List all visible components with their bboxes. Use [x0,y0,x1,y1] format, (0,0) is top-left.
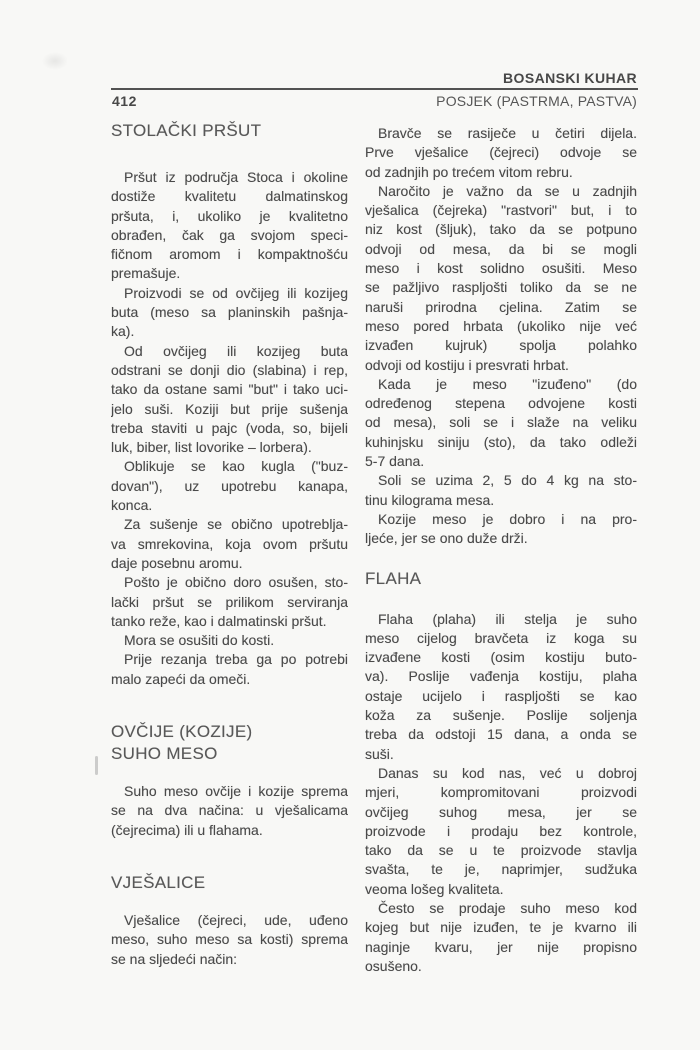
text-line: va smrekovina, koja ovom pršutu [111,535,348,552]
text-line: treba staviti u pajc (voda, so, bijeli [111,419,348,436]
heading-line: FLAHA [365,568,422,588]
section-heading [111,872,348,894]
right-column [365,124,637,976]
paragraph [111,342,348,458]
text-line: se na sljedeći način: [111,950,238,967]
text-line: Bravče se rasiječe u četiri dijela. [378,125,637,141]
paragraph [365,375,637,471]
text-line: pršuta, i, ukoliko je kvalitetno [111,207,348,224]
text-line: mjeri, kompromitovani proizvodi [365,784,637,801]
text-line: Često se prodaje suho meso kod [378,899,637,916]
text-line: tako da ostane sami "but" i tako uci- [111,381,348,398]
text-line: fičnom aromom i kompaktnošću [111,246,348,263]
text-line: odstrani se donji dio (slabina) i rep, [111,361,348,378]
text-line: dostiže kvalitetu dalmatinskog [111,188,348,205]
text-line: određenog stepena odvojene kosti [365,395,637,412]
text-line: buta (meso sa planinskih pašnja- [111,304,348,321]
text-line: Vješalice (čejreci, ude, uđeno [124,911,348,928]
text-line: Naročito je važno da se u zadnjih [378,182,637,199]
text-line: ljeće, jer se ono duže drži. [365,530,528,547]
text-line: konca. [111,497,153,514]
text-line: tako da se u te proizvode stavlja [365,842,637,859]
text-line: niz kost (šljuk), tako da se potpuno [365,221,637,238]
text-line: obrađen, čak ga svojom speci- [111,226,348,243]
text-line: tanko reže, kao i dalmatinski pršut. [111,612,327,629]
paragraph [111,284,348,342]
paragraph [111,911,348,969]
text-line: ostaje ucijelo i raspljošti se kao [365,687,637,704]
text-line: veoma lošeg kvaliteta. [365,880,504,897]
section-heading [365,568,637,590]
chapter-title: POSJEK (PASTRMA, PASTVA) [436,93,637,109]
text-line: se pažljivo raspljošti toliko da se ne [365,279,637,296]
text-line: suši. [365,745,394,762]
text-line: jelo suši. Koziji but prije sušenja [111,400,348,417]
text-line: Pršut iz područja Stoca i okoline [124,169,348,185]
text-line: ka). [111,323,135,340]
text-line: svašta, te je, naprimjer, sudžuka [365,861,637,878]
text-line: Soli se uzima 2, 5 do 4 kg na sto- [378,472,637,489]
text-line: se na dva načina: u vješalicama [111,802,348,819]
text-line: odvoji od kostiju i presvrati hrbat. [365,356,569,373]
left-column [111,120,348,969]
text-line: daje posebnu aromu. [111,554,243,571]
header-rule [111,88,638,90]
text-line: meso, suho meso sa kosti) sprema [111,931,348,948]
text-line: 5-7 dana. [365,453,425,470]
text-line: koža za sušenje. Poslije soljenja [365,707,637,724]
heading-line: SUHO MESO [111,744,218,764]
text-line: kojeg but nije izuđen, te je kvarno ili [365,919,637,936]
heading-line: OVČIJE (KOZIJE) [111,722,253,742]
text-line: Za sušenje se obično upotreblja- [124,516,348,533]
paragraph [111,631,348,650]
text-line: tinu kilograma mesa. [365,491,495,508]
text-line: (čejrecima) ili u flahama. [111,821,263,838]
text-line: va). Poslije vađenja kostiju, plaha [365,668,637,685]
text-line: odvoji od mesa, da bi se mogli [365,240,637,257]
paragraph [111,515,348,573]
text-line: meso pored hrbata (ukoliko nije već [365,317,637,334]
paragraph [365,182,637,375]
paragraph [365,510,637,549]
section-heading [111,721,348,765]
text-line: ovčijeg suhog mesa, jer se [365,803,637,820]
section-heading [111,120,348,142]
text-line: Mora se osušiti do kosti. [124,632,275,649]
text-line: naginje kvaru, jer nije propisno [365,938,637,955]
paragraph [365,124,637,182]
text-line: Prve vješalice (čejreci) odvoje se [365,144,637,161]
text-line: Flaha (plaha) ili stelja je suho [378,610,637,627]
text-line: luk, biber, list lovorike – lorbera). [111,439,312,456]
paragraph [111,573,348,631]
paragraph [111,168,348,284]
text-line: Proizvodi se od ovčijeg ili kozijeg [124,284,348,301]
text-line: lački pršut se prilikom serviranja [111,593,348,610]
text-line: treba da odstoji 15 dana, a onda se [365,726,637,743]
text-line: meso i kost solidno osušiti. Meso [365,260,637,277]
paragraph [365,471,637,510]
text-line: vješalica (čejreka) "rastvori" but, i to [365,202,637,219]
text-line: proizvode i prodaju bez kontrole, [365,822,637,839]
text-line: Kada je meso "izuđeno" (do [378,375,637,392]
page-number: 412 [112,93,137,109]
text-line: Danas su kod nas, već u dobroj [378,764,637,781]
scan-smudge [42,52,68,70]
paragraph [365,764,637,899]
text-line: Od ovčijeg ili kozijeg buta [124,342,348,359]
text-line: premašuje. [111,265,181,282]
text-line: Suho meso ovčije i kozije sprema [124,783,348,800]
text-line: osušeno. [365,957,422,974]
text-line: izvađen kujruk) spolja polahko [365,337,637,354]
heading-line: VJEŠALICE [111,872,206,892]
text-line: Prije rezanja treba ga po potrebi [124,651,348,668]
text-line: meso cijelog bravčeta iz koga su [365,629,637,646]
paragraph [111,650,348,689]
text-line: izvađene kosti (osim kostiju buto- [365,649,637,666]
paragraph [365,610,637,764]
scan-artifact [95,756,98,775]
text-line: od mesa), soli se i slaže na veliku [365,414,637,431]
paragraph [111,782,348,840]
text-line: od zadnjih po trećem vitom rebru. [365,163,573,180]
text-line: Oblikuje se kao kugla ("buz- [124,458,348,475]
paragraph [365,899,637,976]
book-title: BOSANSKI KUHAR [503,70,637,86]
text-line: malo zapeći da omeči. [111,670,251,687]
text-line: Pošto je obično doro osušen, sto- [124,574,348,591]
heading-line: STOLAČKI PRŠUT [111,121,262,140]
paragraph [111,457,348,515]
text-line: naruši prirodna cjelina. Zatim se [365,298,637,315]
text-line: kuhinjsku siniju (sto), da tako odleži [365,433,637,450]
text-line: Kozije meso je dobro i na pro- [378,510,637,527]
text-line: dovan"), uz upotrebu kanapa, [111,477,348,494]
